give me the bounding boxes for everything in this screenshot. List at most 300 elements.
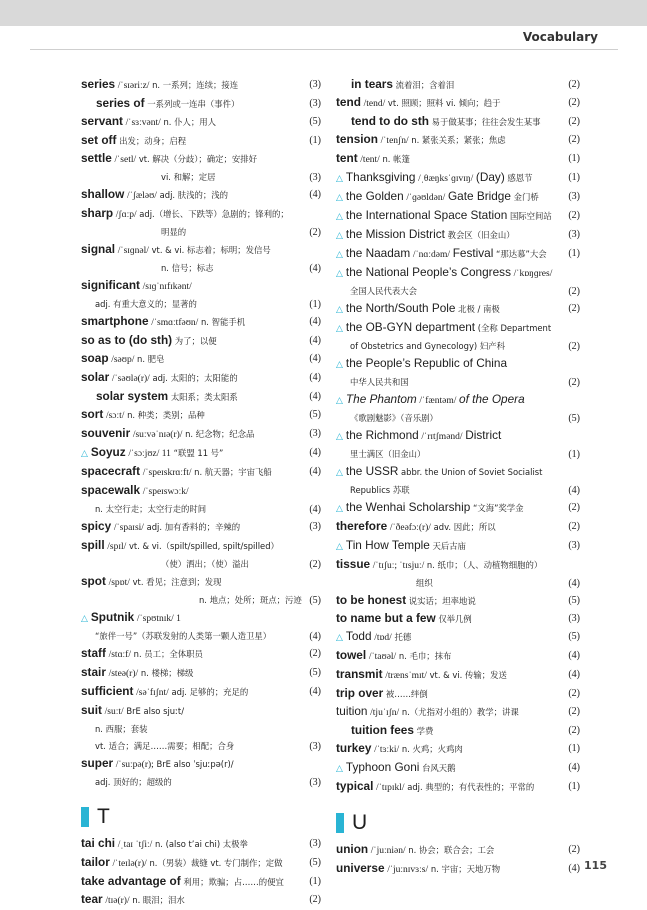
headword: the Golden <box>345 189 404 203</box>
definition-text: of Obstetrics and Gynecology) 妇产科 <box>350 341 505 351</box>
pronunciation: /ʃɑːp/ <box>115 210 137 220</box>
unit-number: (4) <box>309 686 321 697</box>
pronunciation: /ˈkɒŋɡres/ <box>513 269 553 279</box>
definition-text: 感恩节 <box>507 173 533 183</box>
pronunciation: /ˈnɑːdəm/ <box>412 250 451 260</box>
section-header-vocabulary: Vocabulary <box>522 30 598 44</box>
vocab-entry <box>336 666 580 685</box>
definition-text: 金门桥 <box>513 192 539 202</box>
definition-text: n.（男装）裁缝 vt. 专门制作；定做 <box>149 858 283 868</box>
unit-number: (2) <box>568 116 580 127</box>
vocab-entry <box>81 277 321 296</box>
entry-continuation <box>81 774 321 791</box>
unit-number: (2) <box>309 227 321 238</box>
unit-number: (3) <box>309 838 321 849</box>
definition-text: “旅伴一号”（苏联发射的人类第一颗人造卫星） <box>95 631 272 641</box>
pronunciation: /ˌθæŋksˈɡɪvɪŋ/ <box>418 174 474 184</box>
vocab-entry <box>336 740 580 759</box>
vocab-entry <box>81 463 321 482</box>
headword: union <box>336 842 369 856</box>
unit-number: (5) <box>568 631 580 642</box>
headword: take advantage of <box>81 874 181 888</box>
unit-number: (2) <box>568 521 580 532</box>
entry-continuation <box>81 260 321 277</box>
unit-number: (3) <box>309 79 321 90</box>
unit-number: (1) <box>568 743 580 754</box>
vocab-entry <box>81 388 321 406</box>
vocab-entry <box>336 300 580 319</box>
unit-number: (4) <box>309 353 321 364</box>
definition-text: 托德 <box>394 632 412 642</box>
definition-text: 天后古庙 <box>432 541 467 551</box>
vocab-entry <box>81 425 321 444</box>
definition-text: BrE also ˈsjuːpə(r)/ <box>156 759 234 769</box>
headword: Todd <box>345 629 372 643</box>
definition-text: n. 仆人；用人 <box>163 117 216 127</box>
vocab-entry <box>81 873 321 891</box>
headword: in tears <box>351 77 393 91</box>
unit-number: (4) <box>309 504 321 515</box>
definition-text: 被……绊倒 <box>385 689 428 699</box>
pronunciation: /səʊp/ <box>111 355 135 365</box>
pronunciation: /tɪə(r)/ <box>105 896 130 906</box>
headword: super <box>81 756 114 770</box>
unit-number: (4) <box>568 485 580 496</box>
definition-text: n. (also t’ai chi) 太极拳 <box>155 839 248 849</box>
definition-text: n. 地点；处所；斑点；污迹 <box>199 595 302 605</box>
triangle-icon: △ <box>336 212 343 222</box>
headword: tent <box>336 151 358 165</box>
vocab-entry <box>336 319 580 338</box>
header-rule <box>30 49 618 50</box>
pronunciation: /ˈsɪəriːz/ <box>117 81 150 91</box>
definition-text: BrE also sjuːt/ <box>126 706 185 716</box>
unit-number: (5) <box>309 595 321 606</box>
headword: typical <box>336 779 374 793</box>
section-marker-bar <box>81 807 89 827</box>
vocab-entry <box>336 391 580 410</box>
headword: the International Space Station <box>345 208 508 222</box>
vocab-entry <box>81 95 321 113</box>
headword: to name but a few <box>336 611 436 625</box>
headword-italic: The Phantom <box>345 392 417 406</box>
headword-continued: Festival <box>452 246 494 260</box>
vocab-entry <box>81 573 321 592</box>
definition-text: adv. 因此；所以 <box>433 522 496 532</box>
pronunciation: /steə(r)/ <box>108 669 139 679</box>
section-marker-bar <box>336 813 344 833</box>
headword: transmit <box>336 667 383 681</box>
pronunciation: /tend/ <box>363 99 386 109</box>
unit-number: (2) <box>568 341 580 352</box>
vocab-entry <box>81 205 321 224</box>
headword: tend to do sth <box>351 114 429 128</box>
headword: sort <box>81 407 104 421</box>
headword: Soyuz <box>90 445 126 459</box>
unit-number: (2) <box>568 79 580 90</box>
definition-text: n. 眼泪；泪水 <box>132 895 185 905</box>
vocab-entry <box>336 207 580 226</box>
pronunciation: /ˈjuːnɪvɜːs/ <box>387 865 429 875</box>
headword: Typhoon Goni <box>345 760 420 774</box>
unit-number: (1) <box>309 299 321 310</box>
definition-text: n. 帐篷 <box>382 154 410 164</box>
unit-number: (4) <box>309 391 321 402</box>
pronunciation: /ˈrɪtʃmənd/ <box>421 432 463 442</box>
vocab-entry <box>336 499 580 518</box>
unit-number: (3) <box>309 741 321 752</box>
headword: tuition fees <box>351 723 414 737</box>
section-letter: T <box>97 805 110 828</box>
vocab-entry <box>81 406 321 425</box>
definition-text: （使）洒出；（使）溢出 <box>161 559 249 569</box>
headword: suit <box>81 703 102 717</box>
definition-text: 出发；动身；启程 <box>119 136 187 146</box>
headword: tension <box>336 132 378 146</box>
pronunciation: /ˈspʊtnɪk/ 1 <box>136 614 181 624</box>
headword: the Naadam <box>345 246 411 260</box>
unit-number: (1) <box>568 248 580 259</box>
pronunciation: /ˈspaɪsi/ <box>113 523 144 533</box>
pronunciation: /ˈtɪpɪkl/ <box>376 783 405 793</box>
unit-number: (3) <box>309 428 321 439</box>
vocab-entry <box>81 241 321 260</box>
pronunciation: /ˌtaɪ ˈtʃiː/ <box>117 840 153 850</box>
pronunciation: /tɒd/ <box>374 633 392 643</box>
vocab-entry <box>336 841 580 860</box>
definition-text: vt. & vi. 标志着；标明；发信号 <box>151 245 271 255</box>
headword: shallow <box>81 187 125 201</box>
vocab-entry <box>81 150 321 169</box>
unit-number: (2) <box>568 286 580 297</box>
unit-number: (4) <box>568 762 580 773</box>
pronunciation: /tent/ <box>360 155 380 165</box>
vocab-entry <box>81 76 321 95</box>
vocab-entry <box>336 169 580 188</box>
entry-continuation <box>336 283 580 300</box>
definition-text: 里士满区（旧金山） <box>350 449 426 459</box>
unit-number: (4) <box>309 335 321 346</box>
definition-text: 太阳系；类太阳系 <box>170 392 238 402</box>
unit-number: (4) <box>309 466 321 477</box>
definition-text: (全称 Department <box>477 323 552 333</box>
definition-text: adj. 典型的；有代表性的；平常的 <box>407 782 535 792</box>
entry-continuation <box>336 338 580 355</box>
definition-text: n. 种类；类别；品种 <box>127 410 205 420</box>
definition-text: 一系列或一连串（事件） <box>147 99 240 109</box>
definition-text: 北极 / 南极 <box>458 304 500 314</box>
headword: staff <box>81 646 106 660</box>
entry-continuation <box>336 482 580 499</box>
vocab-entry <box>81 518 321 537</box>
definition-text: “文海”奖学金 <box>472 503 524 513</box>
definition-text: 国际空间站 <box>509 211 552 221</box>
definition-text: adj. 足够的；充足的 <box>171 687 249 697</box>
definition-text: adj. 肤浅的；浅的 <box>159 190 228 200</box>
unit-number: (5) <box>309 409 321 420</box>
headword: stair <box>81 665 106 679</box>
headword: tissue <box>336 557 371 571</box>
definition-text: 易于做某事；往往会发生某事 <box>431 117 541 127</box>
definition-text: n. 楼梯；梯级 <box>140 668 194 678</box>
definition-text: 利用；欺骗；占……的便宜 <box>183 877 284 887</box>
unit-number: (2) <box>568 97 580 108</box>
pronunciation: /ˈtɜːki/ <box>374 745 400 755</box>
vocab-entry <box>336 778 580 797</box>
definition-text: vt. 适合；满足……需要；相配；合身 <box>95 741 235 751</box>
pronunciation: /ˈtɪʃuː; ˈtɪsjuː/ <box>372 561 425 571</box>
vocab-entry <box>336 94 580 113</box>
definition-text: 全国人民代表大会 <box>350 286 417 296</box>
unit-number: (4) <box>309 447 321 458</box>
vocab-entry <box>336 628 580 647</box>
headword: towel <box>336 648 367 662</box>
unit-number: (3) <box>568 229 580 240</box>
triangle-icon: △ <box>336 250 343 260</box>
unit-number: (5) <box>309 667 321 678</box>
pronunciation: /ˈsetl/ <box>114 155 137 165</box>
definition-text: adj. 加有香料的；辛辣的 <box>146 522 241 532</box>
definition-text: n. 航天器；宇宙飞船 <box>194 467 272 477</box>
pronunciation: /ˈsəʊlə(r)/ <box>111 374 150 384</box>
pronunciation: /ˈtenʃn/ <box>380 136 409 146</box>
triangle-icon: △ <box>336 432 343 442</box>
definition-text: 教会区（旧金山） <box>447 230 515 240</box>
triangle-icon: △ <box>336 764 343 774</box>
vocab-entry <box>81 186 321 205</box>
pronunciation: /sɪɡˈnɪfɪkənt/ <box>142 282 192 292</box>
pronunciation: /ˈtaʊəl/ <box>368 652 397 662</box>
unit-number: (4) <box>568 863 580 874</box>
unit-number: (5) <box>309 116 321 127</box>
section-heading <box>336 811 580 835</box>
headword: universe <box>336 861 385 875</box>
headword: spacecraft <box>81 464 141 478</box>
pronunciation: /ˈsɜːvənt/ <box>125 118 161 128</box>
section-heading <box>81 805 321 829</box>
entry-continuation <box>81 224 321 241</box>
vocab-entry <box>81 113 321 132</box>
headword: spill <box>81 538 105 552</box>
headword: the USSR <box>345 464 399 478</box>
pronunciation: /ˈjuːniən/ <box>370 846 406 856</box>
vocab-entry <box>81 369 321 388</box>
left-column <box>81 76 321 910</box>
entry-continuation <box>81 556 321 573</box>
headword-continued: Gate Bridge <box>447 189 511 203</box>
unit-number: (2) <box>568 688 580 699</box>
vocab-entry <box>336 113 580 131</box>
headword: the National People’s Congress <box>345 265 511 279</box>
vocab-entry <box>336 647 580 666</box>
triangle-icon: △ <box>336 360 343 370</box>
headword: Sputnik <box>90 610 135 624</box>
pronunciation: /spɒt/ <box>108 578 130 588</box>
vocab-entry <box>336 537 580 556</box>
pronunciation: /ˈteɪlə(r)/ <box>112 859 147 869</box>
headword: so as to (do sth) <box>81 333 173 347</box>
unit-number: (2) <box>568 134 580 145</box>
headword: spot <box>81 574 106 588</box>
vocab-entry <box>81 482 321 501</box>
entry-continuation <box>81 169 321 186</box>
unit-number: (3) <box>568 191 580 202</box>
vocab-entry <box>81 537 321 556</box>
headword-continued: (Day) <box>475 170 505 184</box>
headword: sufficient <box>81 684 134 698</box>
entry-continuation <box>81 592 321 609</box>
triangle-icon: △ <box>336 231 343 241</box>
unit-number: (2) <box>568 502 580 513</box>
definition-text: n. 肥皂 <box>137 354 165 364</box>
headword: the Wenhai Scholarship <box>345 500 471 514</box>
vocab-entry <box>336 592 580 610</box>
definition-text: vt. 看见；注意到；发现 <box>132 577 222 587</box>
unit-number: (3) <box>309 98 321 109</box>
unit-number: (4) <box>309 631 321 642</box>
pronunciation: /ˈɡəʊldən/ <box>406 193 446 203</box>
headword: spacewalk <box>81 483 141 497</box>
headword: smartphone <box>81 314 149 328</box>
vocab-entry <box>81 609 321 628</box>
vocab-entry <box>81 132 321 150</box>
headword-italic-continued: of the Opera <box>459 392 525 406</box>
pronunciation: /ˈspeɪskrɑːft/ <box>142 468 192 478</box>
pronunciation: /tjuˈɪʃn/ <box>370 708 400 718</box>
headword: signal <box>81 242 116 256</box>
vocab-entry <box>336 518 580 537</box>
pronunciation: /suːt/ <box>104 707 124 717</box>
unit-number: (3) <box>568 540 580 551</box>
vocab-entry <box>336 355 580 374</box>
definition-text: vi. 和解；定居 <box>161 172 216 182</box>
vocab-entry <box>81 645 321 664</box>
definition-text: n. 纸巾；（人、动植物细胞的） <box>426 560 543 570</box>
headword-continued: District <box>465 428 502 442</box>
triangle-icon: △ <box>336 174 343 184</box>
vocab-entry <box>336 226 580 245</box>
top-gray-bar <box>0 0 647 26</box>
vocab-entry <box>81 683 321 702</box>
definition-text: n. 毛巾；抹布 <box>398 651 452 661</box>
definition-text: n. 紧张关系；紧张；焦虑 <box>411 135 506 145</box>
entry-continuation <box>81 738 321 755</box>
entry-continuation <box>81 501 321 518</box>
vocab-entry <box>81 755 321 774</box>
vocab-entry <box>336 556 580 575</box>
definition-text: adj. 顶好的；超级的 <box>95 777 172 787</box>
definition-text: vt. & vi. 传输；发送 <box>429 670 507 680</box>
vocab-entry <box>336 264 580 283</box>
unit-number: (1) <box>568 449 580 460</box>
vocab-entry <box>81 664 321 683</box>
unit-number: (1) <box>568 153 580 164</box>
headword: the Richmond <box>345 428 419 442</box>
headword: the North/South Pole <box>345 301 456 315</box>
definition-text: vt. & vi.（spilt/spilled, spilt/spilled） <box>128 541 279 551</box>
section-letter: U <box>352 811 368 834</box>
triangle-icon: △ <box>336 193 343 203</box>
entry-continuation <box>81 628 321 645</box>
pronunciation: /ˈspeɪswɔːk/ <box>142 487 189 497</box>
unit-number: (4) <box>568 669 580 680</box>
unit-number: (1) <box>309 135 321 146</box>
unit-number: (4) <box>309 263 321 274</box>
vocab-entry <box>81 350 321 369</box>
headword: tai chi <box>81 836 116 850</box>
entry-continuation <box>336 575 580 592</box>
unit-number: (2) <box>568 303 580 314</box>
unit-number: (4) <box>309 189 321 200</box>
unit-number: (1) <box>309 876 321 887</box>
vocab-entry <box>336 245 580 264</box>
definition-text: abbr. the Union of Soviet Socialist <box>401 467 543 477</box>
vocab-entry <box>336 685 580 703</box>
unit-number: (2) <box>309 559 321 570</box>
unit-number: (3) <box>309 521 321 532</box>
triangle-icon: △ <box>336 542 343 552</box>
vocab-entry <box>81 891 321 910</box>
headword: the People’s Republic of China <box>345 356 508 370</box>
definition-text: 说实话；坦率地说 <box>408 596 476 606</box>
unit-number: (3) <box>309 172 321 183</box>
unit-number: (4) <box>568 578 580 589</box>
unit-number: (4) <box>309 316 321 327</box>
unit-number: (2) <box>568 706 580 717</box>
vocab-entry <box>81 854 321 873</box>
headword: to be honest <box>336 593 407 607</box>
pronunciation: /spɪl/ <box>107 542 127 552</box>
headword: sharp <box>81 206 114 220</box>
headword: souvenir <box>81 426 131 440</box>
definition-text: adj. 太阳的；太阳能的 <box>152 373 238 383</box>
headword: turkey <box>336 741 372 755</box>
unit-number: (2) <box>309 648 321 659</box>
triangle-icon: △ <box>81 449 88 459</box>
definition-text: 中华人民共和国 <box>350 377 409 387</box>
pronunciation: /suːvəˈnɪə(r)/ <box>132 430 183 440</box>
definition-text: n.（尤指对小组的）教学；讲课 <box>401 707 519 717</box>
vocab-entry <box>336 150 580 169</box>
vocab-entry <box>81 835 321 854</box>
definition-text: n. 火鸡；火鸡肉 <box>401 744 463 754</box>
unit-number: (5) <box>309 857 321 868</box>
headword: tear <box>81 892 103 906</box>
headword: significant <box>81 278 140 292</box>
headword: tailor <box>81 855 110 869</box>
vocab-entry <box>81 313 321 332</box>
unit-number: (2) <box>568 725 580 736</box>
pronunciation: /ˈsmɑːtfəʊn/ <box>151 318 199 328</box>
unit-number: (2) <box>568 844 580 855</box>
definition-text: 明显的 <box>161 227 187 237</box>
definition-text: n. 信号；标志 <box>161 263 214 273</box>
headword: the Mission District <box>345 227 445 241</box>
definition-text: n. 宇宙；天地万物 <box>430 864 501 874</box>
definition-text: 流着泪；含着泪 <box>395 80 455 90</box>
definition-text: adj. 有重大意义的；显著的 <box>95 299 197 309</box>
headword: solar <box>81 370 110 384</box>
triangle-icon: △ <box>336 324 343 334</box>
definition-text: n. 西服；套装 <box>95 724 148 734</box>
vocab-entry <box>336 703 580 722</box>
definition-text: 学费 <box>416 726 434 736</box>
headword: spicy <box>81 519 112 533</box>
unit-number: (5) <box>568 595 580 606</box>
unit-number: (1) <box>568 172 580 183</box>
unit-number: (5) <box>568 413 580 424</box>
headword: tend <box>336 95 361 109</box>
